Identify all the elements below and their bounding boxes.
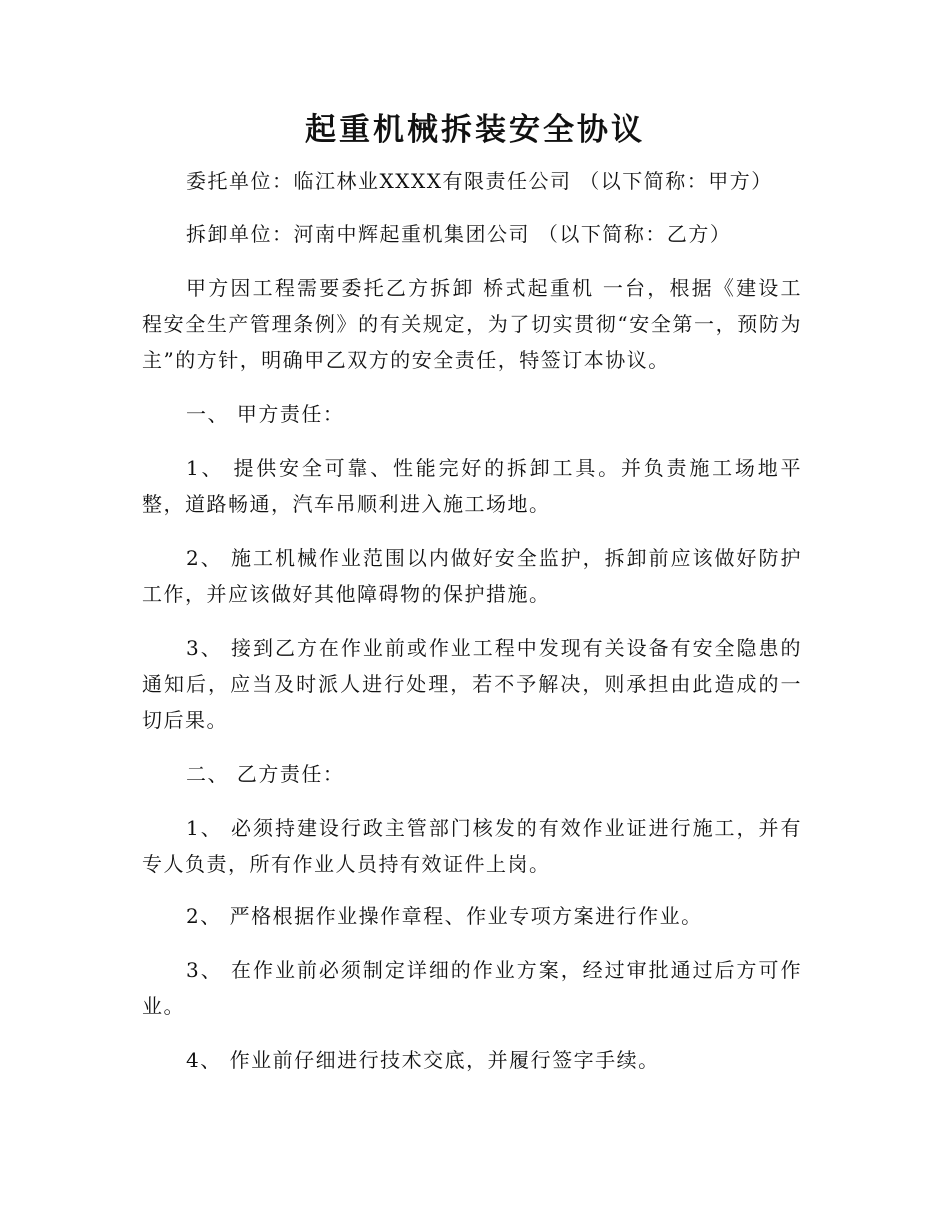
section-b-item-4: 4、 作业前仔细进行技术交底，并履行签字手续。 bbox=[186, 1048, 660, 1072]
document-title: 起重机械拆装安全协议 bbox=[305, 112, 645, 148]
section-b-heading: 二、 乙方责任： bbox=[186, 762, 345, 786]
section-a-item-3: 3、 接到乙方在作业前或作业工程中发现有关设备有安全隐患的通知后，应当及时派人进行处理，若不予解决，则承担由此造成的一切后果。 bbox=[142, 636, 802, 732]
section-b-item-1: 1、 必须持建设行政主管部门核发的有效作业证进行施工，并有专人负责，所有作业人员持有效证件上岗。 bbox=[142, 816, 802, 876]
section-b-item-2: 2、 严格根据作业操作章程、作业专项方案进行作业。 bbox=[186, 904, 703, 928]
section-a-item-2: 2、 施工机械作业范围以内做好安全监护，拆卸前应该做好防护工作，并应该做好其他障碍物的保护措施。 bbox=[142, 546, 802, 606]
contractor-line: 拆卸单位：河南中辉起重机集团公司 （以下简称：乙方） bbox=[186, 222, 732, 246]
section-a-heading: 一、 甲方责任： bbox=[186, 402, 345, 426]
client-line: 委托单位：临江林业XXXX有限责任公司 （以下简称：甲方） bbox=[186, 169, 773, 193]
section-a-item-1: 1、 提供安全可靠、性能完好的拆卸工具。并负责施工场地平整，道路畅通，汽车吊顺利进入施工场地。 bbox=[142, 456, 802, 516]
section-b-item-3: 3、 在作业前必须制定详细的作业方案，经过审批通过后方可作业。 bbox=[142, 958, 802, 1018]
intro-paragraph: 甲方因工程需要委托乙方拆卸 桥式起重机 一台，根据《建设工程安全生产管理条例》的有关规定，为了切实贯彻“安全第一，预防为主”的方针，明确甲乙双方的安全责任，特签订本协议。 bbox=[142, 276, 802, 372]
